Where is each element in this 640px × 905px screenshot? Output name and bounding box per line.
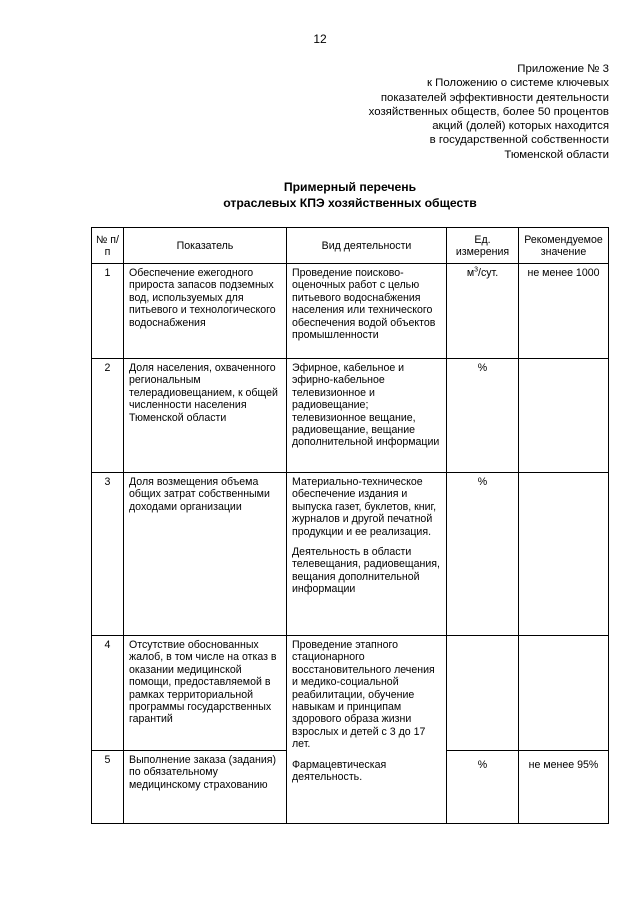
row-value [519,636,609,751]
row-indicator: Доля возмещения объема общих затрат собственными доходами организации [124,473,287,636]
activity-paragraph: Фармацевтическая деятельность. [292,758,387,784]
activity-paragraph: Эфирное, кабельное и эфирно-кабельное телевизионное и радиовещание; телевизионное вещание, радиовещание, вещание дополнительной информации [292,362,440,449]
row-value [519,359,609,473]
row-value [519,473,609,636]
appendix-line: Тюменской области [504,148,609,161]
row-indicator: Отсутствие обоснованных жалоб, в том числе на отказ в оказании медицинской помощи, предоставляемой в рамках территориальной программы государственных гарантий [124,636,287,751]
row-indicator: Обеспечение ежегодного прироста запасов подземных вод, используемых для питьевого и технологического водоснабжения [124,264,287,359]
row-number: 2 [92,359,124,473]
appendix-line: Приложение № 3 [517,63,609,75]
appendix-header [289,62,609,162]
activity-paragraph: Деятельность в области телевещания, радиовещания, вещания дополнительной информации [292,546,440,596]
row-unit: % [447,473,519,636]
row-number: 3 [92,473,124,636]
row-activity [287,473,447,636]
page-number: 12 [313,32,327,46]
row-unit: % [447,751,519,824]
row-number: 4 [92,636,124,751]
appendix-line: к Положению о системе ключевых [427,77,609,90]
title-line-2: отраслевых КПЭ хозяйственных обществ [223,196,477,210]
row-number: 1 [92,264,124,359]
table-row [92,264,609,359]
activity-paragraph: Материально-техническое обеспечение издания и выпуска газет, буклетов, книг, журналов и другой печатной продукции и ее реализация. [292,476,437,538]
row-unit [447,264,519,359]
table-row [92,636,609,751]
header-indicator: Показатель [124,228,287,264]
table-header-row [92,228,609,264]
document-title [0,179,640,211]
kpi-table [91,227,609,824]
row-indicator: Доля населения, охваченного региональным телерадиовещанием, к общей численности населения Тюменской области [124,359,287,473]
header-activity: Вид деятельности [287,228,447,264]
appendix-line: в государственной собственности [429,134,609,147]
row-activity [287,636,447,824]
activity-paragraph: Проведение поисково-оценочных работ с целью питьевого водоснабжения населения или технического обеспечения водой объектов промышленности [292,267,436,342]
table-row [92,359,609,473]
row-indicator: Выполнение заказа (задания) по обязательному медицинскому страхованию [124,751,287,824]
header-num: № п/п [92,228,124,264]
activity-paragraph: Проведение этапного стационарного восстановительного лечения и медико-социальной реабилитации, обучение навыкам и принципам здорового образа жизни взрослых и детей с 3 до 17 лет. [292,639,435,751]
appendix-line: акций (долей) которых находится [432,120,609,133]
appendix-line: хозяйственных обществ, более 50 процентов [368,105,609,118]
row-unit [447,636,519,751]
unit-main: м [466,267,475,279]
row-activity [287,264,447,359]
unit-superscript: 3 [474,266,479,274]
row-activity [287,359,447,473]
row-unit: % [447,359,519,473]
unit-rest: /сут. [478,267,499,279]
table-row [92,473,609,636]
row-value: не менее 95% [519,751,609,824]
title-line-1: Примерный перечень [283,180,417,194]
row-number: 5 [92,751,124,824]
header-unit: Ед. измерения [447,228,519,264]
header-value: Рекомендуемое значение [519,228,609,264]
row-value: не менее 1000 [519,264,609,359]
appendix-line: показателей эффективности деятельности [380,91,609,104]
